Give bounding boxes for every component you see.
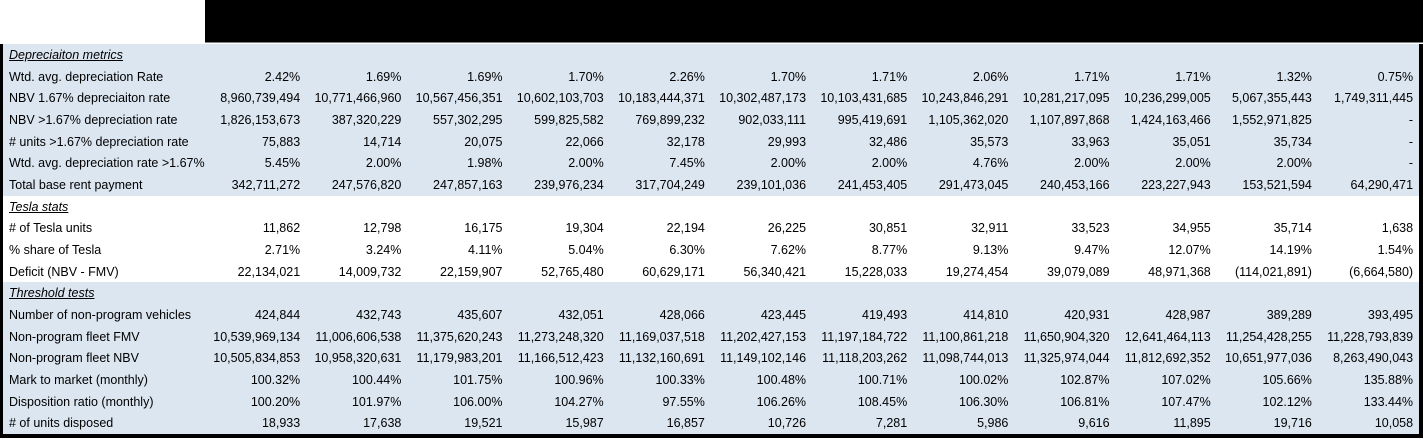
value-cell[interactable]: 2.00% [770, 156, 807, 171]
value-cell[interactable]: 599,825,582 [534, 112, 604, 127]
value-cell[interactable]: 241,453,405 [837, 177, 908, 192]
value-cell[interactable]: 52,765,480 [541, 264, 604, 279]
value-cell[interactable]: 424,844 [254, 307, 301, 322]
table-row [3, 196, 1419, 218]
value-cell[interactable]: 105.66% [1262, 372, 1312, 387]
value-cell[interactable]: 387,320,229 [331, 112, 402, 127]
value-cell[interactable]: 432,743 [356, 307, 402, 322]
value-cell[interactable]: 108.45% [857, 394, 908, 409]
value-cell[interactable]: 22,134,021 [237, 264, 301, 279]
value-cell[interactable]: 100.71% [857, 372, 908, 387]
value-cell[interactable]: 11,169,037,518 [618, 329, 705, 344]
value-cell[interactable]: 104.27% [554, 394, 604, 409]
value-cell[interactable]: 11,650,904,320 [1023, 329, 1110, 344]
value-cell[interactable]: 10,958,320,631 [314, 351, 402, 366]
value-cell[interactable]: 9,616 [1078, 416, 1110, 431]
table-row [3, 66, 1419, 88]
value-cell[interactable]: 48,971,368 [1148, 264, 1211, 279]
value-cell[interactable]: 2.71% [264, 242, 301, 257]
value-cell[interactable]: 11,100,861,218 [922, 329, 1009, 344]
table-row [3, 282, 1419, 304]
value-cell[interactable]: 32,486 [868, 134, 908, 149]
value-cell[interactable]: 2.00% [1074, 156, 1110, 171]
value-cell[interactable]: 11,132,160,691 [618, 351, 705, 366]
value-cell[interactable]: 1,749,311,445 [1334, 91, 1414, 106]
value-cell[interactable]: 769,899,232 [635, 112, 705, 127]
value-cell[interactable]: 414,810 [963, 307, 1009, 322]
value-cell[interactable]: 1.70% [568, 69, 604, 84]
value-cell[interactable]: 342,711,272 [231, 177, 301, 192]
value-cell[interactable]: 1.71% [871, 69, 908, 84]
value-cell[interactable]: 14,714 [363, 134, 402, 149]
value-cell[interactable]: - [1408, 112, 1414, 127]
value-cell[interactable]: 5,986 [977, 416, 1009, 431]
value-cell[interactable]: 11,179,983,201 [416, 351, 503, 366]
value-cell[interactable]: 2.00% [871, 156, 908, 171]
value-cell[interactable]: 11,895 [1173, 416, 1211, 431]
value-cell[interactable]: 1,638 [1381, 221, 1414, 236]
value-cell[interactable]: 10,602,103,703 [516, 91, 604, 106]
table-row [3, 347, 1419, 369]
value-cell[interactable]: 15,228,033 [844, 264, 908, 279]
row-label-cell[interactable]: Non-program fleet NBV [9, 351, 139, 366]
value-cell[interactable]: - [1408, 156, 1414, 171]
value-cell[interactable]: 239,101,036 [736, 177, 807, 192]
value-cell[interactable]: 5,067,355,443 [1231, 91, 1312, 106]
row-label-cell[interactable]: Mark to market (monthly) [9, 372, 148, 387]
value-cell[interactable]: 56,340,421 [743, 264, 807, 279]
table-row [3, 217, 1419, 239]
value-cell[interactable]: 393,495 [1367, 307, 1414, 322]
value-cell[interactable]: 11,325,974,044 [1023, 351, 1110, 366]
value-cell[interactable]: 19,274,454 [945, 264, 1009, 279]
value-cell[interactable]: 3.24% [365, 242, 402, 257]
value-cell[interactable]: 10,236,299,005 [1123, 91, 1211, 106]
value-cell[interactable]: 60,629,171 [642, 264, 705, 279]
value-cell[interactable]: 29,993 [767, 134, 807, 149]
value-cell[interactable]: 35,734 [1273, 134, 1312, 149]
table-row [3, 369, 1419, 391]
value-cell[interactable]: 1.54% [1377, 242, 1414, 257]
value-cell[interactable]: 1.32% [1276, 69, 1312, 84]
value-cell[interactable]: 1,552,971,825 [1231, 112, 1312, 127]
value-cell[interactable]: 26,225 [767, 221, 807, 236]
value-cell[interactable]: 100.48% [756, 372, 807, 387]
row-label-cell[interactable]: # of units disposed [9, 416, 114, 431]
table-row [3, 261, 1419, 283]
value-cell[interactable]: 22,159,907 [439, 264, 503, 279]
value-cell[interactable]: 106.81% [1060, 394, 1110, 409]
table-row [3, 412, 1419, 434]
value-cell[interactable]: 10,726 [767, 416, 807, 431]
value-cell[interactable]: 10,771,466,960 [314, 91, 402, 106]
value-cell[interactable]: 9.47% [1074, 242, 1110, 257]
value-cell[interactable]: 35,573 [970, 134, 1009, 149]
value-cell[interactable]: 291,473,045 [938, 177, 1009, 192]
table-row [3, 44, 1419, 66]
value-cell[interactable]: 1,107,897,868 [1029, 112, 1110, 127]
value-cell[interactable]: 0.75% [1377, 69, 1414, 84]
value-cell[interactable]: 7,281 [875, 416, 908, 431]
value-cell[interactable]: 2.00% [1175, 156, 1211, 171]
row-label-cell[interactable]: # units >1.67% depreciation rate [9, 134, 189, 149]
value-cell[interactable]: 8.77% [871, 242, 908, 257]
value-cell[interactable]: 15,987 [565, 416, 604, 431]
value-cell[interactable]: 16,175 [464, 221, 503, 236]
row-label-cell[interactable]: Total base rent payment [9, 177, 143, 192]
value-cell[interactable]: 11,166,512,423 [517, 351, 604, 366]
value-cell[interactable]: 223,227,943 [1141, 177, 1211, 192]
value-cell[interactable]: 4.11% [468, 242, 503, 257]
value-cell[interactable]: 100.32% [250, 372, 301, 387]
value-cell[interactable]: 902,033,111 [738, 112, 807, 127]
value-cell[interactable]: 106.30% [959, 394, 1009, 409]
value-cell[interactable]: 106.26% [756, 394, 807, 409]
value-cell[interactable]: 428,066 [659, 307, 705, 322]
value-cell[interactable]: 30,851 [868, 221, 908, 236]
value-cell[interactable]: - [1408, 134, 1414, 149]
value-cell[interactable]: 6.30% [669, 242, 705, 257]
value-cell[interactable]: 420,931 [1064, 307, 1110, 322]
row-label-cell[interactable]: Disposition ratio (monthly) [9, 394, 154, 409]
value-cell[interactable]: 39,079,089 [1046, 264, 1110, 279]
table-row [3, 326, 1419, 348]
value-cell[interactable]: 1.98% [467, 156, 503, 171]
value-cell[interactable]: 239,976,234 [534, 177, 604, 192]
row-label-cell[interactable]: Wtd. avg. depreciation rate >1.67% [9, 156, 205, 171]
value-cell[interactable]: 432,051 [558, 307, 604, 322]
value-cell[interactable]: 2.26% [669, 69, 705, 84]
value-cell[interactable]: (114,021,891) [1234, 264, 1312, 279]
value-cell[interactable]: 100.33% [655, 372, 705, 387]
value-cell[interactable]: 11,149,102,146 [720, 351, 807, 366]
row-label-cell[interactable]: Number of non-program vehicles [9, 307, 192, 322]
value-cell[interactable]: 12,641,464,113 [1124, 329, 1211, 344]
value-cell[interactable]: 247,576,820 [331, 177, 402, 192]
value-cell[interactable]: 101.75% [453, 372, 503, 387]
value-cell[interactable]: 1.69% [365, 69, 402, 84]
value-cell[interactable]: 106.00% [453, 394, 503, 409]
row-label-cell[interactable]: NBV >1.67% depreciation rate [9, 112, 178, 127]
value-cell[interactable]: 2.00% [1276, 156, 1312, 171]
value-cell[interactable]: 75,883 [261, 134, 301, 149]
value-cell[interactable]: 389,289 [1266, 307, 1312, 322]
row-label-cell[interactable]: % share of Tesla [9, 242, 102, 257]
value-cell[interactable]: 107.47% [1161, 394, 1211, 409]
value-cell[interactable]: 135.88% [1363, 372, 1414, 387]
value-cell[interactable]: 153,521,594 [1242, 177, 1312, 192]
value-cell[interactable]: 100.02% [959, 372, 1009, 387]
value-cell[interactable]: 22,066 [565, 134, 604, 149]
table-row [3, 304, 1419, 326]
table-row [3, 109, 1419, 131]
table-row [3, 87, 1419, 109]
black-header-band [205, 0, 1423, 43]
table-row [3, 391, 1419, 413]
value-cell[interactable]: 17,638 [363, 416, 402, 431]
value-cell[interactable]: 1,105,362,020 [928, 112, 1009, 127]
table-row [3, 174, 1419, 196]
value-cell[interactable]: 19,716 [1273, 416, 1312, 431]
value-cell[interactable]: 22,194 [666, 221, 705, 236]
value-cell[interactable]: 102.12% [1262, 394, 1312, 409]
value-cell[interactable]: 100.20% [250, 394, 301, 409]
value-cell[interactable]: 18,933 [261, 416, 301, 431]
value-cell[interactable]: 10,505,834,853 [213, 351, 301, 366]
value-cell[interactable]: 11,118,203,262 [822, 351, 908, 366]
value-cell[interactable]: 11,375,620,243 [416, 329, 503, 344]
value-cell[interactable]: 11,098,744,013 [922, 351, 1009, 366]
value-cell[interactable]: 35,051 [1172, 134, 1211, 149]
value-cell[interactable]: 14.19% [1269, 242, 1312, 257]
value-cell[interactable]: 11,202,427,153 [720, 329, 807, 344]
value-cell[interactable]: 11,006,606,538 [315, 329, 402, 344]
value-cell[interactable]: 10,281,217,095 [1022, 91, 1110, 106]
value-cell[interactable]: 10,539,969,134 [213, 329, 301, 344]
value-cell[interactable]: 2.00% [365, 156, 402, 171]
value-cell[interactable]: 97.55% [662, 394, 705, 409]
section-title-cell[interactable]: Depreciaiton metrics [9, 47, 123, 62]
value-cell[interactable]: 240,453,166 [1040, 177, 1110, 192]
value-cell[interactable]: 11,812,692,352 [1124, 351, 1211, 366]
value-cell[interactable]: 32,178 [666, 134, 705, 149]
value-cell[interactable]: (6,664,580) [1349, 264, 1414, 279]
table-row [3, 239, 1419, 261]
value-cell[interactable]: 9.13% [972, 242, 1009, 257]
value-cell[interactable]: 2.00% [568, 156, 604, 171]
value-cell[interactable]: 1.71% [1074, 69, 1110, 84]
value-cell[interactable]: 101.97% [351, 394, 402, 409]
row-label-cell[interactable]: Non-program fleet FMV [9, 329, 140, 344]
value-cell[interactable]: 5.04% [568, 242, 604, 257]
value-cell[interactable]: 64,290,471 [1350, 177, 1414, 192]
value-cell[interactable]: 11,254,428,255 [1225, 329, 1312, 344]
value-cell[interactable]: 1.69% [467, 69, 503, 84]
value-cell[interactable]: 10,243,846,291 [921, 91, 1009, 106]
metrics-table [0, 44, 1423, 438]
value-cell[interactable]: 2.42% [264, 69, 301, 84]
value-cell[interactable]: 1,826,153,673 [220, 112, 301, 127]
value-cell[interactable]: 1.71% [1175, 69, 1211, 84]
value-cell[interactable]: 100.44% [351, 372, 402, 387]
value-cell[interactable]: 5.45% [264, 156, 301, 171]
value-cell[interactable]: 102.87% [1060, 372, 1110, 387]
value-cell[interactable]: 247,857,163 [433, 177, 503, 192]
value-cell[interactable]: 19,521 [464, 416, 503, 431]
value-cell[interactable]: 32,911 [971, 221, 1009, 236]
value-cell[interactable]: 33,523 [1071, 221, 1110, 236]
value-cell[interactable]: 100.96% [554, 372, 604, 387]
table-row [3, 131, 1419, 153]
value-cell[interactable]: 7.62% [770, 242, 807, 257]
value-cell[interactable]: 7.45% [669, 156, 705, 171]
value-cell[interactable]: 12.07% [1168, 242, 1211, 257]
value-cell[interactable]: 20,075 [464, 134, 503, 149]
value-cell[interactable]: 423,445 [760, 307, 807, 322]
value-cell[interactable]: 11,228,793,839 [1327, 329, 1414, 344]
value-cell[interactable]: 8,960,739,494 [220, 91, 301, 106]
value-cell[interactable]: 35,714 [1273, 221, 1312, 236]
value-cell[interactable]: 317,704,249 [635, 177, 705, 192]
value-cell[interactable]: 8,263,490,043 [1333, 351, 1414, 366]
value-cell[interactable]: 14,009,732 [338, 264, 402, 279]
table-row [3, 152, 1419, 174]
value-cell[interactable]: 33,963 [1071, 134, 1110, 149]
value-cell[interactable]: 435,607 [457, 307, 503, 322]
value-cell[interactable]: 10,103,431,685 [820, 91, 908, 106]
value-cell[interactable]: 133.44% [1363, 394, 1414, 409]
value-cell[interactable]: 557,302,295 [433, 112, 503, 127]
value-cell[interactable]: 419,493 [862, 307, 908, 322]
row-label-cell[interactable]: NBV 1.67% depreciaiton rate [9, 91, 171, 106]
row-label-cell[interactable]: # of Tesla units [9, 221, 93, 236]
value-cell[interactable]: 10,302,487,173 [719, 91, 807, 106]
value-cell[interactable]: 4.76% [972, 156, 1009, 171]
value-cell[interactable]: 428,987 [1165, 307, 1211, 322]
row-label-cell[interactable]: Deficit (NBV - FMV) [9, 264, 119, 279]
value-cell[interactable]: 2.06% [972, 69, 1009, 84]
value-cell[interactable]: 1.70% [770, 69, 807, 84]
value-cell[interactable]: 107.02% [1161, 372, 1211, 387]
value-cell[interactable]: 10,651,977,036 [1225, 351, 1312, 366]
value-cell[interactable]: 995,419,691 [837, 112, 908, 127]
value-cell[interactable]: 34,955 [1172, 221, 1211, 236]
value-cell[interactable]: 10,058 [1374, 416, 1414, 431]
value-cell[interactable]: 11,197,184,722 [821, 329, 908, 344]
row-label-cell[interactable]: Wtd. avg. depreciation Rate [9, 69, 164, 84]
value-cell[interactable]: 11,273,248,320 [517, 329, 604, 344]
value-cell[interactable]: 19,304 [565, 221, 604, 236]
value-cell[interactable]: 11,862 [262, 221, 301, 236]
section-title-cell[interactable]: Tesla stats [9, 199, 69, 214]
value-cell[interactable]: 10,183,444,371 [617, 91, 705, 106]
value-cell[interactable]: 1,424,163,466 [1130, 112, 1211, 127]
value-cell[interactable]: 12,798 [363, 221, 402, 236]
value-cell[interactable]: 10,567,456,351 [415, 91, 503, 106]
value-cell[interactable]: 16,857 [666, 416, 705, 431]
section-title-cell[interactable]: Threshold tests [9, 286, 95, 301]
